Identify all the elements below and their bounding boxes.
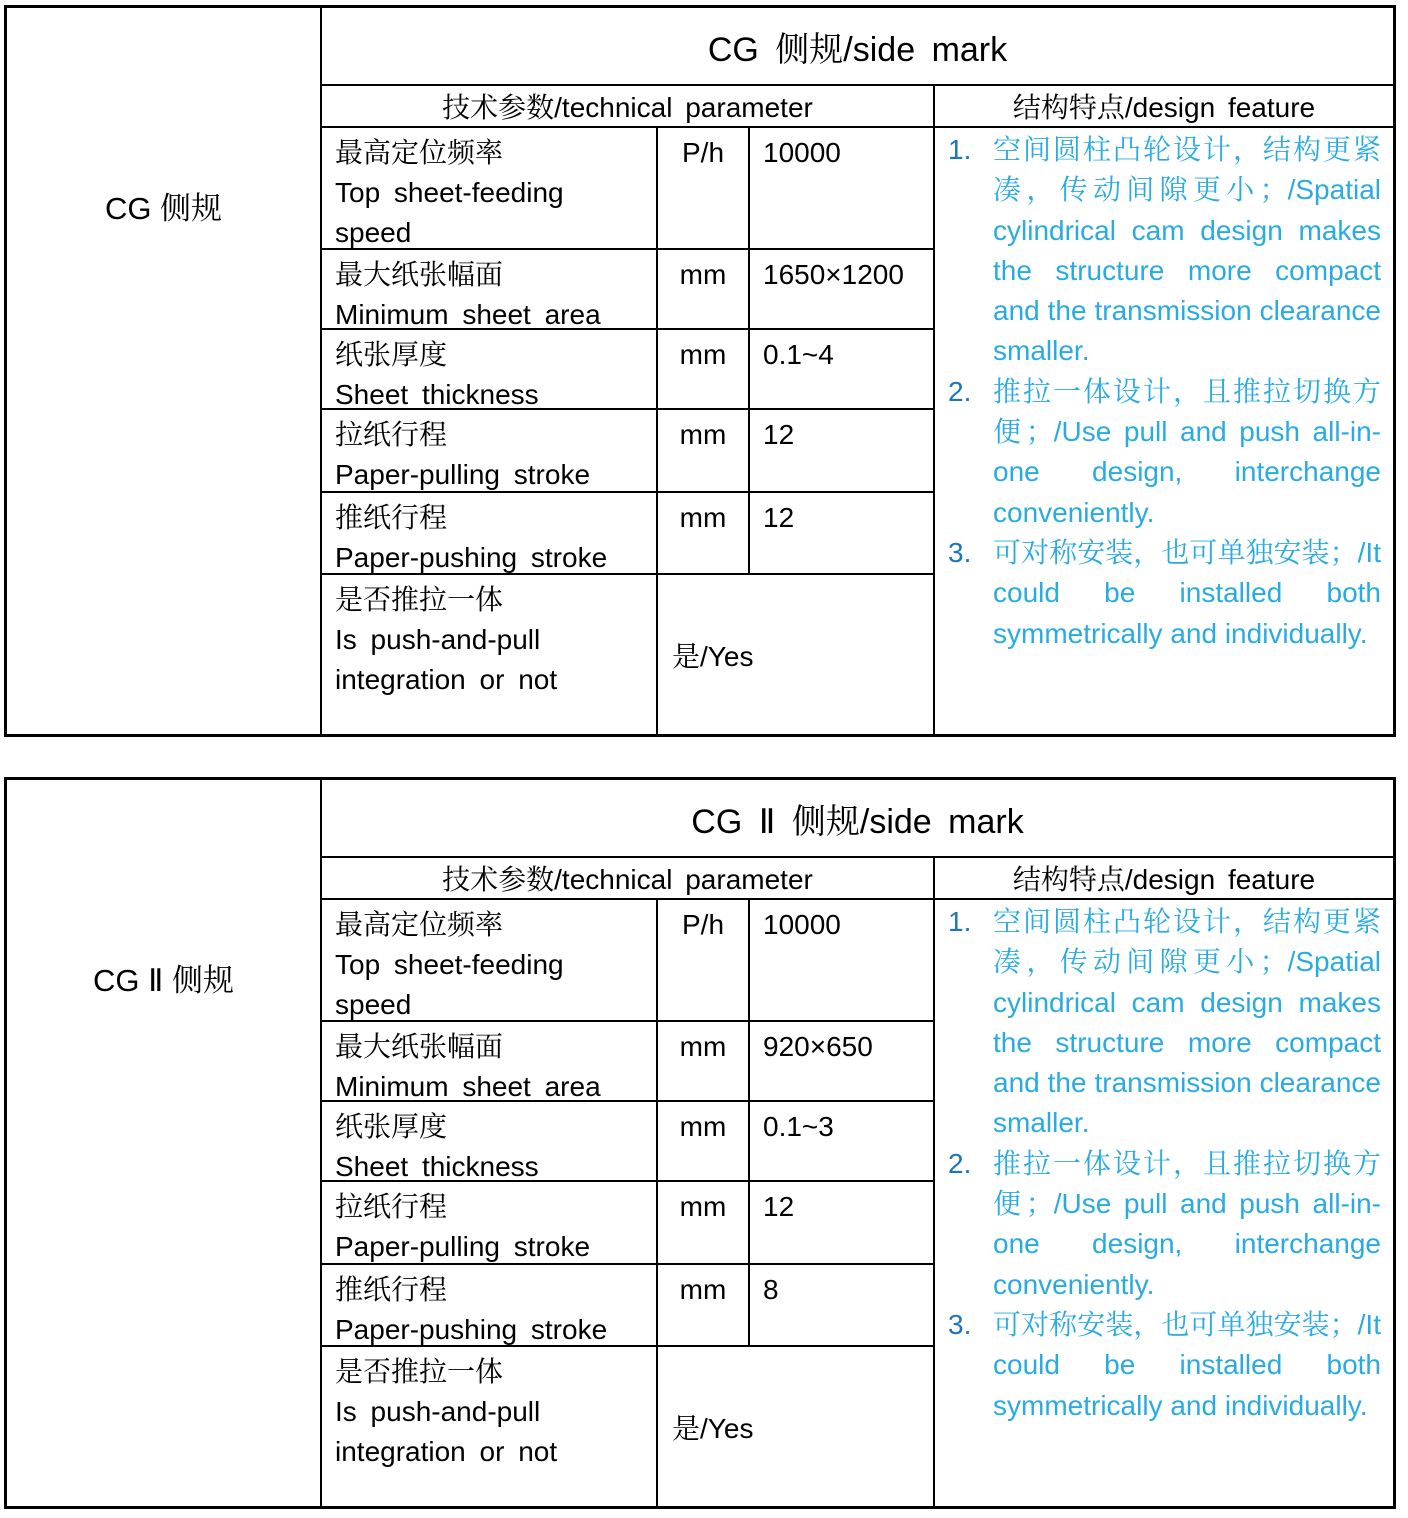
param-label-en: Paper-pushing stroke — [335, 542, 608, 573]
feature-text: 空间圆柱凸轮设计，结构更紧凑，传动间隙更小；/Spatial cylindrical cam design makes the structure more compact and the transmission clearance smaller. — [993, 134, 1381, 367]
param-merged-value: 是/Yes — [658, 1347, 933, 1506]
design-feature-header-text: 结构特点/design feature — [1012, 92, 1316, 123]
design-feature-header — [935, 858, 1393, 898]
feature-text: 可对称安装，也可单独安装；/It could be installed both symmetrically and individually. — [993, 1308, 1381, 1421]
param-label-zh: 拉纸行程 — [335, 419, 448, 450]
param-label-zh: 最大纸张幅面 — [335, 259, 504, 290]
param-label — [322, 575, 656, 734]
feature-number: 3. — [948, 1308, 972, 1340]
param-label-en: Is push-and-pull integration or not — [335, 1396, 558, 1467]
param-value: 1650×1200 — [750, 250, 933, 328]
param-unit: P/h — [658, 128, 748, 248]
param-unit: mm — [658, 250, 748, 328]
param-value: 10000 — [750, 900, 933, 1020]
feature-item — [935, 533, 1393, 654]
table-title — [322, 8, 1393, 84]
product-name: CG Ⅱ 侧规 — [93, 963, 234, 998]
table-title-text: CG 侧规/side mark — [707, 30, 1008, 69]
param-unit: mm — [658, 410, 748, 491]
param-label-en: Sheet thickness — [335, 379, 539, 408]
feature-number: 3. — [948, 536, 972, 568]
param-value: 10000 — [750, 128, 933, 248]
param-label-en: Top sheet-feeding speed — [335, 949, 564, 1020]
param-unit: mm — [658, 493, 748, 573]
param-label-en: Paper-pulling stroke — [335, 1231, 591, 1262]
param-value: 920×650 — [750, 1022, 933, 1100]
param-label-zh: 最高定位频率 — [335, 909, 504, 940]
param-label-zh: 是否推拉一体 — [335, 1356, 504, 1387]
param-label-en: Paper-pulling stroke — [335, 459, 591, 490]
param-value: 0.1~3 — [750, 1102, 933, 1180]
param-merged-value: 是/Yes — [658, 575, 933, 734]
param-label-zh: 纸张厚度 — [335, 339, 448, 370]
feature-item — [935, 1144, 1393, 1305]
design-feature-list — [935, 128, 1393, 734]
feature-number: 2. — [948, 375, 972, 407]
param-value: 12 — [750, 1182, 933, 1263]
param-label — [322, 1102, 656, 1180]
product-name-cell — [7, 8, 320, 734]
design-feature-header — [935, 86, 1393, 126]
feature-item — [935, 902, 1393, 1144]
param-label-zh: 推纸行程 — [335, 502, 448, 533]
param-label — [322, 1265, 656, 1345]
param-label-zh: 是否推拉一体 — [335, 584, 504, 615]
param-label — [322, 900, 656, 1020]
tech-parameter-header-text: 技术参数/technical parameter — [442, 864, 813, 895]
param-unit: mm — [658, 1265, 748, 1345]
design-feature-header-text: 结构特点/design feature — [1012, 864, 1316, 895]
param-unit: mm — [658, 330, 748, 408]
feature-item — [935, 130, 1393, 372]
param-value: 12 — [750, 410, 933, 491]
feature-text: 推拉一体设计，且推拉切换方便；/Use pull and push all-in-one design, interchange conveniently. — [993, 1147, 1381, 1300]
param-label — [322, 330, 656, 408]
tech-parameter-header-text: 技术参数/technical parameter — [442, 92, 813, 123]
feature-text: 推拉一体设计，且推拉切换方便；/Use pull and push all-in-one design, interchange conveniently. — [993, 375, 1381, 528]
param-label — [322, 493, 656, 573]
param-label — [322, 1022, 656, 1100]
param-unit: P/h — [658, 900, 748, 1020]
feature-number: 2. — [948, 1147, 972, 1179]
table-title — [322, 780, 1393, 856]
feature-item — [935, 372, 1393, 533]
feature-number: 1. — [948, 906, 972, 937]
param-unit: mm — [658, 1022, 748, 1100]
param-label — [322, 128, 656, 248]
param-label-en: Paper-pushing stroke — [335, 1314, 608, 1345]
design-feature-list — [935, 900, 1393, 1506]
param-label — [322, 1182, 656, 1263]
tech-parameter-header — [322, 858, 933, 898]
param-label-zh: 最高定位频率 — [335, 137, 504, 168]
param-unit: mm — [658, 1102, 748, 1180]
cg2-side-mark-table — [4, 777, 1396, 1509]
param-value: 0.1~4 — [750, 330, 933, 408]
param-label-zh: 纸张厚度 — [335, 1111, 448, 1142]
param-label — [322, 410, 656, 491]
param-label-zh: 推纸行程 — [335, 1274, 448, 1305]
feature-text: 可对称安装，也可单独安装；/It could be installed both symmetrically and individually. — [993, 536, 1381, 649]
param-label-en: Minimum sheet area — [335, 299, 601, 328]
param-label-en: Top sheet-feeding speed — [335, 177, 564, 248]
param-label-zh: 拉纸行程 — [335, 1191, 448, 1222]
param-unit: mm — [658, 1182, 748, 1263]
product-name: CG 侧规 — [104, 191, 223, 226]
tech-parameter-header — [322, 86, 933, 126]
feature-number: 1. — [948, 134, 972, 165]
feature-text: 空间圆柱凸轮设计，结构更紧凑，传动间隙更小；/Spatial cylindrical cam design makes the structure more compact and the transmission clearance smaller. — [993, 906, 1381, 1139]
table-title-text: CG Ⅱ 侧规/side mark — [691, 802, 1024, 841]
param-label-en: Sheet thickness — [335, 1151, 539, 1180]
cg-side-mark-table — [4, 5, 1396, 737]
param-label-en: Is push-and-pull integration or not — [335, 624, 558, 695]
param-value: 8 — [750, 1265, 933, 1345]
param-label-en: Minimum sheet area — [335, 1071, 601, 1100]
param-label — [322, 1347, 656, 1506]
feature-item — [935, 1305, 1393, 1426]
param-label — [322, 250, 656, 328]
product-name-cell — [7, 780, 320, 1506]
param-label-zh: 最大纸张幅面 — [335, 1031, 504, 1062]
param-value: 12 — [750, 493, 933, 573]
